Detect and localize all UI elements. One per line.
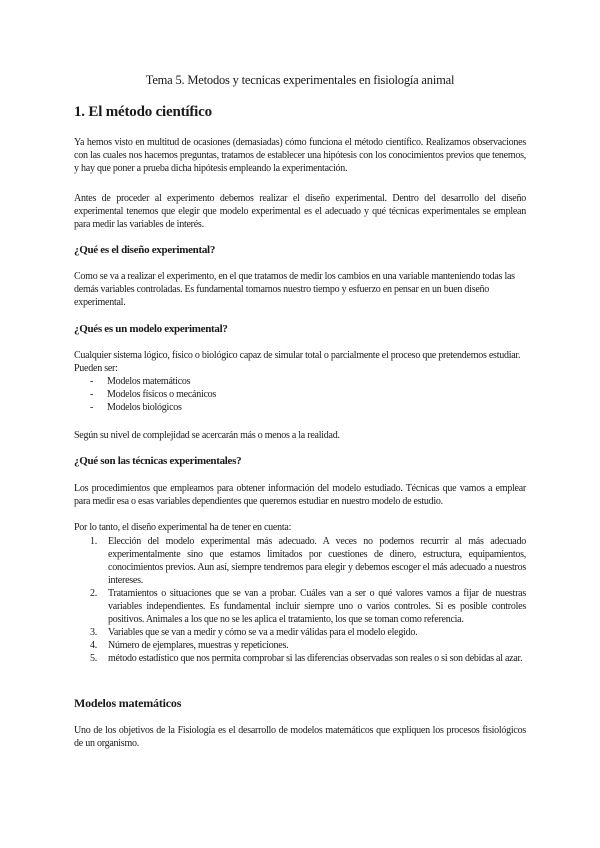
considerations-list (90, 535, 526, 665)
question-tecnicas-experimentales: ¿Qué son las técnicas experimentales? (74, 455, 242, 467)
section-heading-metodo-cientifico: 1. El método científico (74, 104, 212, 120)
list-item (90, 375, 216, 388)
list-item-text: Número de ejemplares, muestras y repeticiones. (108, 640, 289, 651)
paragraph-tecnicas-definicion: Los procedimientos que empleamos para obtener información del modelo estudiado. Técnicas que vamos a emplear para medir esa o esas variables dependientes que queremos estudiar en nuestro modelo de estudio. (74, 483, 526, 507)
list-item-text: método estadístico que nos permita comprobar si las diferencias observadas son reales o si son debidas al azar. (108, 653, 523, 664)
bullet-dash: - (90, 389, 94, 400)
document-title: Tema 5. Metodos y tecnicas experimentales en fisiología animal (145, 73, 455, 87)
list-item (90, 535, 526, 587)
bullet-dash: - (90, 376, 94, 387)
paragraph-metodo-intro: Ya hemos visto en multitud de ocasiones (demasiadas) cómo funciona el método científico. Realizamos observaciones con las cuales nos hacemos preguntas, tratamos de establecer una hipótesis con los conocimientos previos que tenemos, y hay que poner a prueba dicha hipótesis empleando la experimentación. (74, 137, 526, 174)
paragraph-complejidad: Según su nivel de complejidad se acercarán más o menos a la realidad. (74, 430, 340, 441)
bullet-dash: - (90, 402, 94, 413)
list-item-text: Tratamientos o situaciones que se van a probar. Cuáles van a ser o qué valores vamos a fijar de nuestras variables independientes. Es fundamental incluir siempre uno o varios controles. Si es posible controles positivos. Animales a los que no se les aplica el tratamiento, los que se toman como referencia. (108, 588, 526, 625)
list-number: 2. (90, 588, 97, 599)
paragraph-tener-en-cuenta: Por lo tanto, el diseño experimental ha de tener en cuenta: (74, 522, 292, 533)
paragraph-modelos-matematicos: Uno de los objetivos de la Fisiología es el desarrollo de modelos matemáticos que expliquen los procesos fisiológicos de un organismo. (74, 725, 526, 749)
list-item-text: Elección del modelo experimental más adecuado. A veces no podemos recurrir al más adecuado experimentalmente sino que estamos limitados por cuestiones de dinero, estructura, equipamientos, conocimientos previos. Aun así, siempre tendremos para elegir y debemos escoger el más adecuado a nuestros intereses. (108, 536, 526, 586)
list-item-text: Modelos biológicos (107, 402, 182, 413)
list-item (90, 639, 526, 652)
section-heading-modelos-matematicos: Modelos matemáticos (74, 696, 182, 710)
list-number: 3. (90, 627, 97, 638)
list-item (90, 626, 526, 639)
list-item-text: Variables que se van a medir y cómo se va a medir válidas para el modelo elegido. (108, 627, 418, 638)
paragraph-diseno-definicion: Como se va a realizar el experimento, en el que tratamos de medir los cambios en una variable manteniendo todas las demás variables controladas. Es fundamental tomarnos nuestro tiempo y esfuerzo en pensar en un buen diseño experimental. (74, 271, 515, 308)
paragraph-diseno-intro: Antes de proceder al experimento debemos realizar el diseño experimental. Dentro del desarrollo del diseño experimental tenemos que elegir que modelo experimental es el adecuado y qué técnicas experimentales se emplean para medir las variables de interés. (74, 193, 526, 230)
list-number: 4. (90, 640, 97, 651)
question-diseno-experimental: ¿Qué es el diseño experimental? (74, 244, 216, 256)
model-types-list (90, 375, 216, 414)
paragraph-modelo-definicion: Cualquier sistema lógico, físico o biológico capaz de simular total o parcialmente el proceso que pretendemos estudiar. Pueden ser: (74, 350, 521, 374)
list-item (90, 652, 526, 665)
list-item (90, 388, 216, 401)
list-item (90, 587, 526, 626)
list-item-text: Modelos físicos o mecánicos (107, 389, 217, 400)
list-item-text: Modelos matemáticos (107, 376, 191, 387)
list-item (90, 401, 216, 414)
list-number: 5. (90, 653, 97, 664)
question-modelo-experimental: ¿Qués es un modelo experimental? (74, 323, 228, 335)
list-number: 1. (90, 536, 97, 547)
